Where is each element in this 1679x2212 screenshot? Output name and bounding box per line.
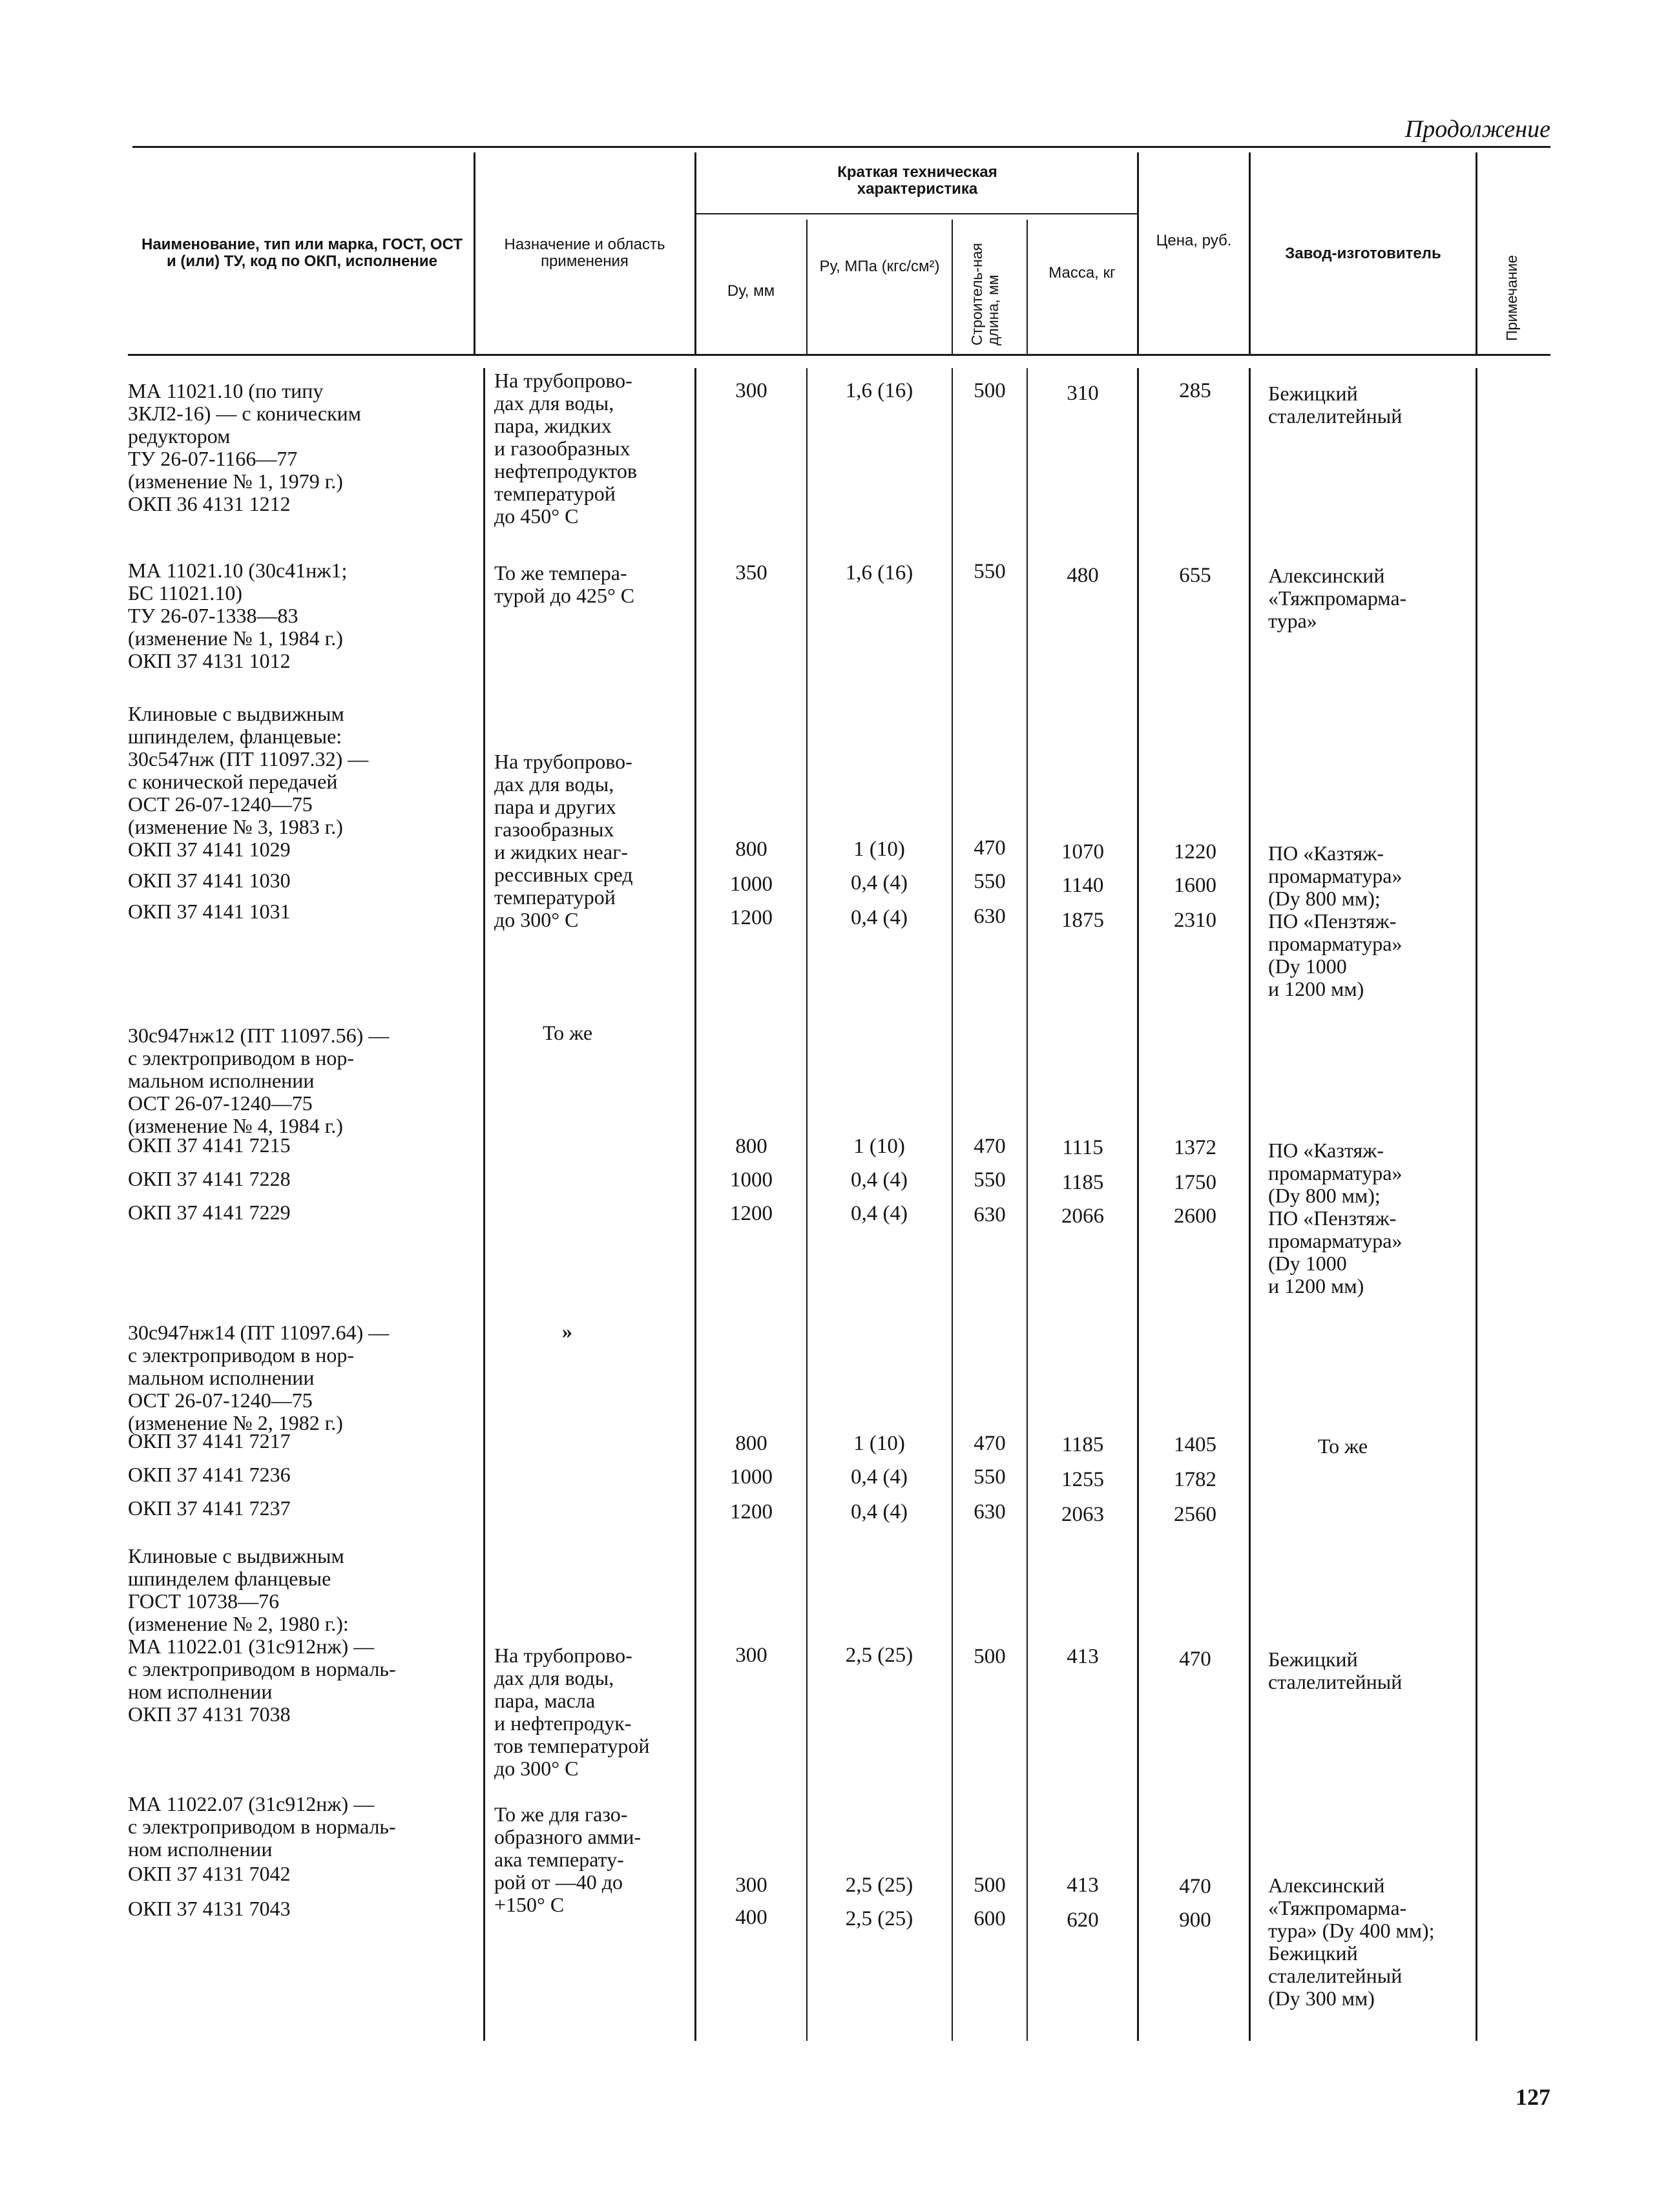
col-sep-3 xyxy=(806,220,808,354)
body-sep-1 xyxy=(483,368,485,2041)
entry-6-manufacturer: Бежицкий сталелитейный xyxy=(1268,1648,1403,1693)
entry-5-len-3: 630 xyxy=(974,1500,1006,1524)
entry-7-mass-2: 620 xyxy=(1067,1908,1099,1932)
entry-7-len-1: 500 xyxy=(974,1874,1006,1897)
entry-7-len-2: 600 xyxy=(974,1907,1006,1930)
entry-5-len-2: 550 xyxy=(974,1465,1006,1489)
entry-3-dy-1: 800 xyxy=(735,838,767,861)
entry-5-py-1: 1 (10) xyxy=(853,1432,905,1455)
entry-7-py-2: 2,5 (25) xyxy=(845,1907,913,1930)
header-name: Наименование, тип или марка, ГОСТ, ОСТ и (или) ТУ, код по ОКП, исполнение xyxy=(141,236,463,270)
entry-4-purpose: То же xyxy=(543,1021,593,1044)
entry-1-name: МА 11021.10 (по типу ЗКЛ2-16) — с коническим редуктором ТУ 26-07-1166—77 (изменение № 1, 1979 г.) ОКП 36 4131 1212 xyxy=(128,379,361,515)
entry-3-okp-2: ОКП 37 4141 1030 xyxy=(128,869,291,892)
entry-7-price-1: 470 xyxy=(1179,1875,1211,1898)
entry-3-purpose: На трубопрово- дах для воды, пара и других газообразных и жидких неаг- рессивных сред температурой до 300° С xyxy=(494,750,633,931)
entry-7-dy-2: 400 xyxy=(735,1906,767,1929)
header-mass: Масса, кг xyxy=(1048,264,1116,282)
entry-2-purpose: То же темпера- турой до 425° С xyxy=(494,561,635,607)
entry-1-length: 500 xyxy=(974,379,1006,402)
entry-5-okp-3: ОКП 37 4141 7237 xyxy=(128,1496,291,1520)
entry-4-price-3: 2600 xyxy=(1174,1204,1216,1228)
entry-7-okp-1: ОКП 37 4131 7042 xyxy=(128,1862,291,1885)
entry-2-dy: 350 xyxy=(735,561,767,584)
entry-3-py-3: 0,4 (4) xyxy=(851,906,908,929)
entry-7-purpose: То же для газо- образного амми- ака температу- рой от —40 до +150° С xyxy=(494,1803,641,1916)
entry-2-price: 655 xyxy=(1179,564,1211,587)
entry-5-purpose: » xyxy=(562,1319,572,1343)
entry-3-py-2: 0,4 (4) xyxy=(851,871,908,894)
entry-6-dy: 300 xyxy=(735,1644,767,1667)
entry-7-py-1: 2,5 (25) xyxy=(845,1874,913,1897)
entry-3-price-2: 1600 xyxy=(1174,874,1216,897)
entry-7-name: МА 11022.07 (31с912нж) — с электроприводом в нормаль- ном исполнении xyxy=(128,1792,396,1861)
header-price: Цена, руб. xyxy=(1156,232,1232,249)
entry-4-dy-3: 1200 xyxy=(730,1202,773,1225)
entry-1-mass: 310 xyxy=(1067,382,1099,405)
entry-4-okp-1: ОКП 37 4141 7215 xyxy=(128,1133,291,1157)
body-sep-5 xyxy=(1027,368,1028,2041)
header-note: Примечание xyxy=(1503,254,1520,341)
page-number: 127 xyxy=(1516,2084,1550,2110)
entry-6-name: Клиновые с выдвижным шпинделем фланцевые ГОСТ 10738—76 (изменение № 2, 1980 г.): МА 11022.01 (31с912нж) — с электроприводом в нормаль- ном исполнении ОКП 37 4131 7038 xyxy=(128,1544,396,1726)
entry-4-py-2: 0,4 (4) xyxy=(851,1168,908,1192)
entry-1-py: 1,6 (16) xyxy=(845,379,913,402)
entry-5-mass-1: 1185 xyxy=(1061,1433,1104,1456)
entry-4-price-2: 1750 xyxy=(1174,1171,1216,1194)
entry-3-dy-3: 1200 xyxy=(730,906,773,929)
entry-3-len-1: 470 xyxy=(974,836,1006,860)
entry-1-price: 285 xyxy=(1179,379,1211,402)
entry-7-dy-1: 300 xyxy=(735,1874,767,1897)
entry-2-manufacturer: Алексинский «Тяжпромарма- тура» xyxy=(1268,564,1407,632)
header-group: Краткая техническая характеристика xyxy=(837,163,997,198)
col-sep-4 xyxy=(952,220,953,354)
header-manufacturer: Завод-изготовитель xyxy=(1285,245,1441,262)
entry-3-manufacturer: ПО «Казтяж- промарматура» (Dу 800 мм); ПО «Пензтяж- промарматура» (Dу 1000 и 1200 мм) xyxy=(1268,842,1403,1000)
entry-2-name: МА 11021.10 (30с41нж1; БС 11021.10) ТУ 26-07-1338—83 (изменение № 1, 1984 г.) ОКП 37 4131 1012 xyxy=(128,559,348,672)
entry-6-length: 500 xyxy=(974,1645,1006,1668)
entry-6-price: 470 xyxy=(1179,1648,1211,1671)
entry-4-mass-1: 1115 xyxy=(1062,1136,1103,1159)
entry-3-py-1: 1 (10) xyxy=(853,838,905,861)
body-sep-4 xyxy=(952,368,953,2041)
table-top-rule xyxy=(132,146,1550,148)
entry-7-price-2: 900 xyxy=(1179,1908,1211,1932)
entry-4-okp-2: ОКП 37 4141 7228 xyxy=(128,1167,291,1190)
entry-3-price-1: 1220 xyxy=(1174,840,1216,863)
entry-7-okp-2: ОКП 37 4131 7043 xyxy=(128,1897,291,1920)
entry-4-len-2: 550 xyxy=(974,1168,1006,1192)
header-purpose: Назначение и область применения xyxy=(504,236,665,270)
entry-5-price-1: 1405 xyxy=(1174,1433,1216,1456)
entry-4-len-1: 470 xyxy=(974,1135,1006,1158)
entry-5-len-1: 470 xyxy=(974,1432,1006,1455)
entry-4-manufacturer: ПО «Казтяж- промарматура» (Dу 800 мм); ПО «Пензтяж- промарматура» (Dу 1000 и 1200 мм) xyxy=(1268,1139,1403,1297)
entry-6-py: 2,5 (25) xyxy=(845,1644,913,1667)
body-sep-7 xyxy=(1249,368,1251,2041)
entry-4-dy-1: 800 xyxy=(735,1135,767,1158)
header-dy: Dу, мм xyxy=(727,282,775,300)
entry-4-mass-2: 1185 xyxy=(1061,1171,1104,1194)
group-subheader-rule xyxy=(696,213,1137,214)
entry-4-okp-3: ОКП 37 4141 7229 xyxy=(128,1201,291,1224)
entry-4-mass-3: 2066 xyxy=(1061,1204,1104,1228)
col-sep-5 xyxy=(1027,220,1028,354)
entry-1-manufacturer: Бежицкий сталелитейный xyxy=(1268,382,1403,428)
table-header-bottom-rule xyxy=(128,354,1550,356)
entry-5-mass-2: 1255 xyxy=(1061,1468,1104,1491)
entry-3-price-3: 2310 xyxy=(1174,909,1216,932)
entry-5-py-2: 0,4 (4) xyxy=(851,1465,908,1489)
entry-3-okp-3: ОКП 37 4141 1031 xyxy=(128,900,291,923)
entry-7-manufacturer: Алексинский «Тяжпромарма- тура» (Dу 400 мм); Бежицкий сталелитейный (Dу 300 мм) xyxy=(1268,1874,1435,2010)
col-sep-7 xyxy=(1249,152,1251,354)
body-sep-6 xyxy=(1137,368,1139,2041)
entry-3-name: Клиновые с выдвижным шпинделем, фланцевые: 30с547нж (ПТ 11097.32) — с конической передачей ОСТ 26-07-1240—75 (изменение № 3, 1983 г.) xyxy=(128,702,369,838)
entry-3-mass-2: 1140 xyxy=(1061,874,1104,897)
col-sep-6 xyxy=(1137,152,1139,354)
entry-2-length: 550 xyxy=(974,560,1006,583)
col-sep-1 xyxy=(474,152,475,354)
entry-4-dy-2: 1000 xyxy=(730,1168,773,1192)
entry-1-purpose: На трубопрово- дах для воды, пара, жидких и газообразных нефтепродуктов температурой до 450° С xyxy=(494,369,637,528)
continuation-label: Продолжение xyxy=(1404,116,1550,143)
entry-4-price-1: 1372 xyxy=(1174,1136,1216,1159)
header-length: Строитель-ная длина, мм xyxy=(968,243,1001,346)
entry-4-py-3: 0,4 (4) xyxy=(851,1202,908,1225)
entry-4-len-3: 630 xyxy=(974,1203,1006,1226)
entry-6-mass: 413 xyxy=(1067,1645,1099,1668)
entry-6-purpose: На трубопрово- дах для воды, пара, масла и нефтепродук- тов температурой до 300° С xyxy=(494,1644,650,1780)
entry-3-len-2: 550 xyxy=(974,870,1006,893)
entry-3-len-3: 630 xyxy=(974,905,1006,928)
entry-3-dy-2: 1000 xyxy=(730,873,773,896)
entry-5-py-3: 0,4 (4) xyxy=(851,1500,908,1524)
col-sep-2 xyxy=(694,152,696,354)
entry-2-py: 1,6 (16) xyxy=(845,561,913,584)
entry-5-price-3: 2560 xyxy=(1174,1503,1216,1526)
entry-7-mass-1: 413 xyxy=(1067,1874,1099,1897)
entry-5-price-2: 1782 xyxy=(1174,1468,1216,1491)
entry-5-dy-1: 800 xyxy=(735,1432,767,1455)
entry-3-mass-1: 1070 xyxy=(1061,840,1104,863)
entry-4-py-1: 1 (10) xyxy=(853,1135,905,1158)
entry-3-mass-3: 1875 xyxy=(1061,909,1104,932)
entry-1-dy: 300 xyxy=(735,379,767,402)
entry-5-manufacturer: То же xyxy=(1318,1434,1368,1458)
entry-5-mass-3: 2063 xyxy=(1061,1503,1104,1526)
entry-4-name: 30с947нж12 (ПТ 11097.56) — с электроприводом в нор- мальном исполнении ОСТ 26-07-1240—75 (изменение № 4, 1984 г.) xyxy=(128,1024,390,1137)
entry-5-okp-2: ОКП 37 4141 7236 xyxy=(128,1463,291,1486)
entry-5-dy-2: 1000 xyxy=(730,1465,773,1489)
entry-5-okp-1: ОКП 37 4141 7217 xyxy=(128,1429,291,1452)
header-py: Pу, МПа (кгс/см²) xyxy=(819,258,940,275)
entry-2-mass: 480 xyxy=(1067,564,1099,587)
entry-3-okp-1: ОКП 37 4141 1029 xyxy=(128,838,291,861)
col-sep-8 xyxy=(1476,152,1477,354)
entry-5-name: 30с947нж14 (ПТ 11097.64) — с электроприводом в нор- мальном исполнении ОСТ 26-07-1240—75 (изменение № 2, 1982 г.) xyxy=(128,1321,390,1434)
entry-5-dy-3: 1200 xyxy=(730,1500,773,1524)
